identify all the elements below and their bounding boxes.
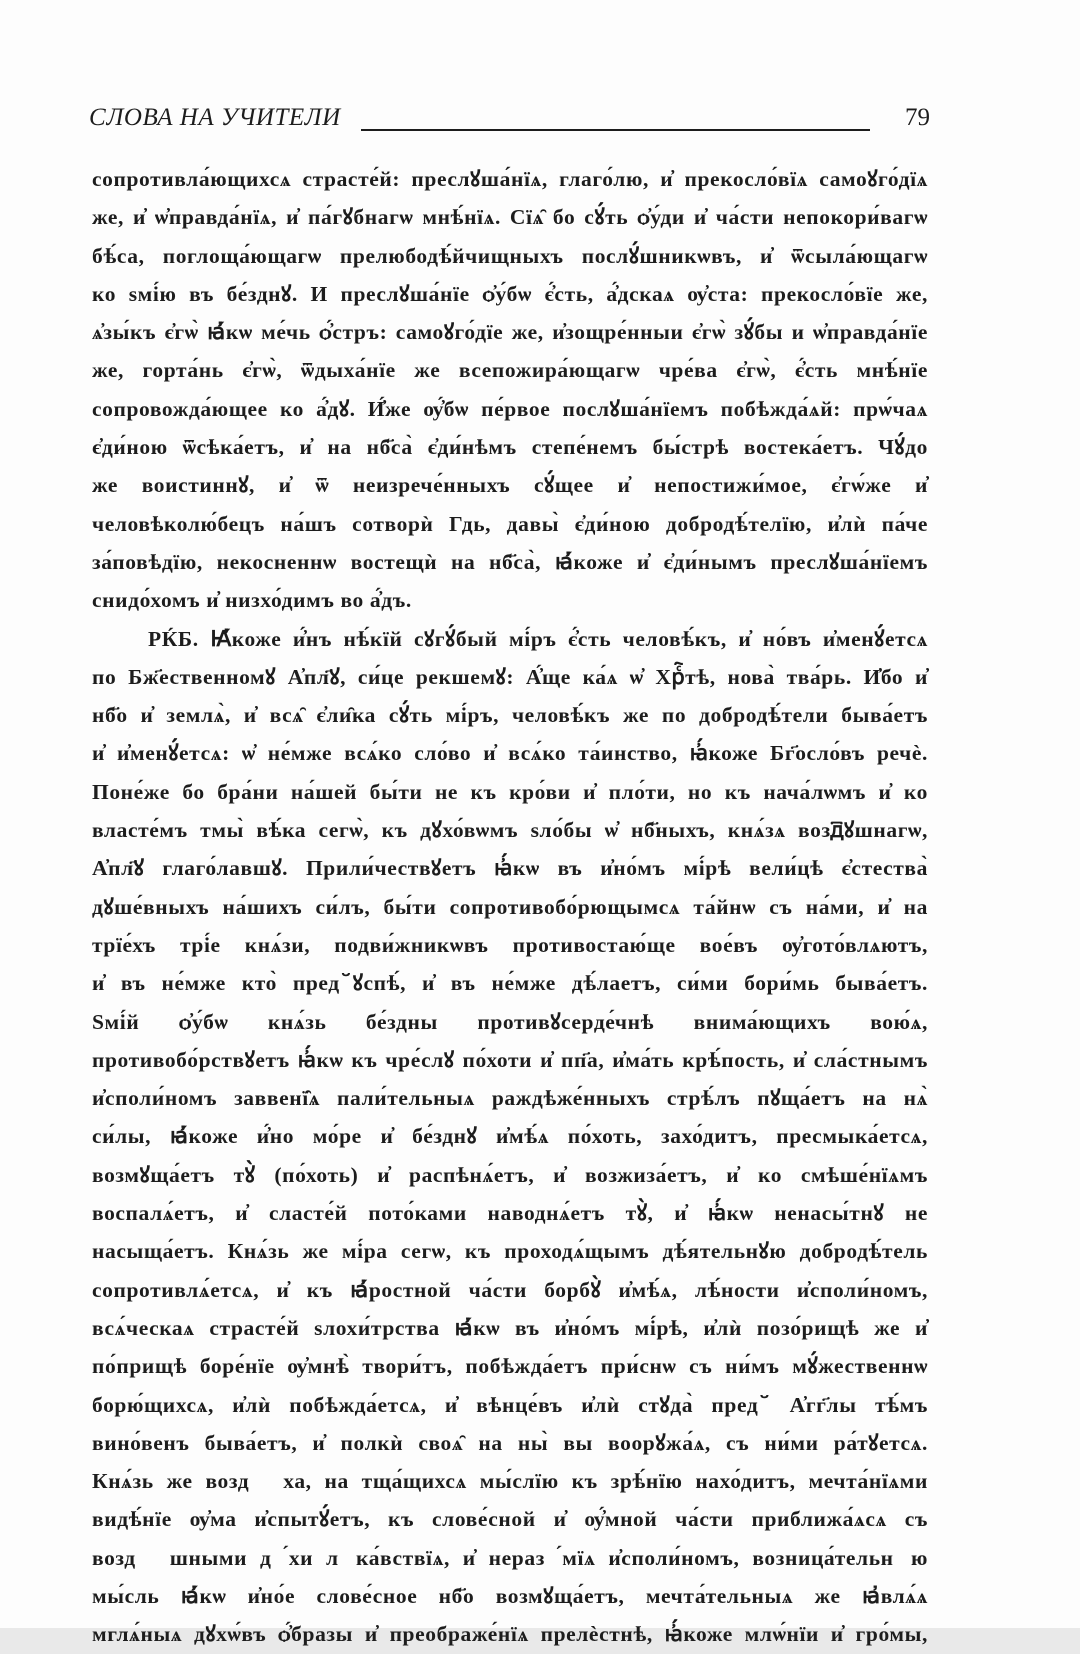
- text-line: сопротивла́ющихсѧ страсте́й: преслꙋша́нїѧ, глаго́лю, и҆ прекосло́вїѧ самоꙋго́дїѧ: [92, 167, 928, 191]
- text-line: А҆пл҃ꙋ глаго́лавшꙋ. Прили́чествꙋетъ ꙗ҆́кѡ въ и҆но́мъ мі́рѣ вели́цѣ є҆стества̀: [92, 856, 928, 881]
- text-line: возмꙋща́етъ тꙋ̀ (по́хоть) и҆ распѣнѧ́етъ, и҆ возжиза́етъ, и҆ ко смѣше́нїѧмъ: [92, 1162, 928, 1187]
- text-line: насыща́етъ. Кнѧ́зь же мі́ра сегѡ, къ проходѧ́щымъ дѣ́ятельнꙋю добродѣ́тель: [92, 1239, 928, 1264]
- text-line: и҆ въ не́мже кто̀ пред꙾ꙋспѣ́, и҆ въ не́мже дѣ́лаетъ, си́ми бори́мь быва́етъ.: [92, 971, 928, 996]
- text-line: видѣ́нїе ѹ҆ма и҆спытꙋ́етъ, къ слове́сной и҆ ѹ҆́мной ча́сти приближа́ѧсѧ съ: [92, 1507, 928, 1532]
- text-line: противобо́рствꙋетъ ꙗ҆́кѡ къ чре́слꙋ по́хоти и҆ пп҃а, и҆ма́ть крѣ́пость, и҆ сла́стнымъ: [92, 1047, 928, 1072]
- text-line: борю́щихсѧ, и҆лѝ побѣжда́етсѧ, и҆ вѣнце́въ и҆лѝ стꙋда̀ пред꙾ А҆гг҃лы тѣ́мъ: [92, 1392, 928, 1417]
- text-line: власте́мъ тмы̀ вѣ́ка сегѡ̀, къ дꙋхо́вѡмъ ѕло́бы ѡ҆ нб҃ныхъ, кнѧ́зѧ возд꙯ꙋшнагѡ,: [92, 818, 928, 843]
- text-line: дꙋше́вныхъ на́шихъ си́лъ, бы́ти сопротивобо́рющымсѧ та́йнѡ съ на́ми, и҆ на: [92, 894, 928, 919]
- page-number: 79: [905, 104, 930, 131]
- text-line: по Бж҃ественномꙋ А҆пл҃ꙋ, си́це рекшемꙋ: А҆́ще ка́ѧ ѡ҆ Хрⷭ҇тѣ, нова̀ тва́рь. И҆бо и҆: [92, 664, 928, 689]
- text-line: же воистиннꙋ, и҆ ѿ неизрече́нныхъ сꙋ́щее и҆ непостижи́мое, є҆гѡ́же и҆: [92, 473, 928, 498]
- text-line: же, горта́нь є҆гѡ̀, ѿдыха́нїе же всепожира́ющагѡ чре́ва є҆гѡ̀, є҆́сть мнѣ́нїе: [92, 358, 928, 383]
- text-line: и҆споли́номъ заввенї̑ѧ пали́тельныѧ раждѣже́нныхъ стрѣ́лъ пꙋща́етъ на нѧ̀: [92, 1086, 928, 1111]
- text-line: ко ѕмі́ю въ бе́зднꙋ. И преслꙋша́нїе ѻ҆у́бѡ є҆́сть, а҆́дскаѧ ѹ҆ста: прекосло́вїе же,: [92, 281, 928, 306]
- text-line: по́прищѣ боре́нїе ѹ҆мнѣ̀ твори́тъ, побѣжда́етъ при́снѡ съ ни́мъ мꙋ́жественнѡ: [92, 1354, 928, 1379]
- text-line: вино́венъ быва́етъ, и҆ полкѝ своѧ̑ на ны̀ вы воорꙋжа́ѧ, съ ни́ми ра́тꙋетсѧ.: [92, 1430, 928, 1455]
- text-line: за́повѣдїю, некосненнѡ востещѝ на нб҃са̀, ꙗ҆́коже и҆ є҆ди́нымъ преслꙋша́нїемъ: [92, 549, 928, 574]
- text-line: возд꙯ꙋшными дꙋ́хи лꙋка́вствїѧ, и҆ неразꙋ́мїѧ и҆споли́номъ, возница́тельнꙋю: [92, 1545, 928, 1570]
- text-line: снидо́хомъ и҆ низхо́димъ во а҆́дъ.: [92, 588, 412, 613]
- text-line: Поне́же бо бра́ни на́шей бы́ти не къ кро́ви и҆ пло́ти, но къ нача́лѡмъ и҆ ко: [92, 779, 928, 804]
- text-line: мглѧ́ныѧ дꙋхѡ́въ ѻ҆́бразы и҆ преображе́нїѧ прелѐстнѣ, ꙗ҆́коже млѡ́нїи и҆ гро́мы,: [92, 1622, 928, 1647]
- text-line: Ѕмі́й ѻ҆у́бѡ кнѧ́зь бе́здны противꙋсерде́чнѣ внима́ющихъ вою́ѧ,: [92, 1009, 928, 1034]
- text-line: и҆ и҆менꙋ́етсѧ: ѡ҆ не́мже всѧ́ко сло́во и҆ всѧ́ко та́инство, ꙗ҆́коже Бг҃осло́въ речѐ.: [92, 741, 928, 766]
- text-line: воспалѧ́етъ, и҆ сласте́й пото́ками наводнѧ́етъ тꙋ̀, и҆ ꙗ҆́кѡ ненасы́тнꙋ не: [92, 1201, 928, 1226]
- paragraph-2: [92, 620, 928, 1654]
- text-line: є҆ди́ною ѿсѣка́етъ, и҆ на нб҃са̀ є҆ди́нѣмъ степе́немъ бы́стрѣ востека́етъ. Чꙋ́до: [92, 435, 928, 460]
- text-line: же, и҆ ѡ҆правда́нїѧ, и҆ па́гꙋбнагѡ мнѣ́нїѧ. Сїѧ̑ бо сꙋ́ть ѻ҆у́ди и҆ ча́сти непокори́вагѡ: [92, 205, 928, 230]
- text-line: всѧ́ческаѧ страсте́й ѕлохи́трства ꙗ҆́кѡ въ и҆но́мъ мі́рѣ, и҆лѝ позо́рищѣ же и҆: [92, 1315, 928, 1340]
- text-line: сопровожда́ющее ко а҆́дꙋ. И҆́же ѹ҆́бѡ пе́рвое послꙋша́нїемъ побѣжда́ѧй: прѡ́чаѧ: [92, 396, 928, 421]
- text-line: сопротивлѧ́етсѧ, и҆ къ ꙗ҆́ростной ча́сти борбꙋ̀ и҆мѣ́ѧ, лѣ́ности и҆споли́номъ,: [92, 1277, 928, 1302]
- text-line: си́лы, ꙗ҆́коже и҆́но мо́ре и҆ бе́зднꙋ и҆мѣ́ѧ по́хоть, захо́дитъ, пресмыка́етсѧ,: [92, 1124, 928, 1149]
- text-line: РЌБ. Ꙗ҆́коже и҆́нъ нѣ́кїй сꙋгꙋ́бый мі́ръ є҆́сть человѣ́къ, и҆ но́въ и҆менꙋ́етсѧ: [148, 626, 928, 651]
- header-rule: [361, 129, 870, 131]
- text-line: бѣ́са, поглоща́ющагѡ прелюбодѣ́йчищныхъ послꙋ́шникѡвъ, и҆ ѿсыла́ющагѡ: [92, 243, 928, 268]
- text-line: нб҃о и҆ землѧ̀, и҆ всѧ̑ є҆ли̑ка сꙋ́ть мі́ръ, человѣ́къ же по добродѣ́тели быва́етъ: [92, 703, 928, 728]
- text-line: трїе́хъ трі́е кнѧ́зи, подви́жникѡвъ противостаю́ще вое́въ ѹ҆гото́влѧютъ,: [92, 932, 928, 957]
- running-title: СЛОВА НА УЧИТЕЛИ: [89, 104, 341, 131]
- text-line: ѧ҆зы́къ є҆гѡ̀ ꙗ҆́кѡ ме́чь ѻ҆́стръ: самоꙋго́дїе же, и҆зощре́нныи є҆гѡ̀ зꙋ́бы и ѡ҆правда́нїе: [92, 320, 928, 345]
- running-head: [89, 104, 930, 140]
- paragraph-1: [92, 160, 928, 620]
- text-line: Кнѧ́зь же возд꙯ꙋха, на тща́щихсѧ мы́слїю къ зрѣ́нїю нахо́дитъ, мечта́нїѧми: [92, 1469, 928, 1494]
- text-line: человѣколю́бецъ на́шъ сотворѝ Гдь, давы̀ є҆ди́ною добродѣ́телїю, и҆лѝ па́че: [92, 511, 928, 536]
- text-line: мы́сль ꙗ҆́кѡ и҆но́е слове́сное нб҃о возмꙋща́етъ, мечта́тельныѧ же ꙗ҆влѧ́ѧ: [92, 1583, 928, 1608]
- body-text: [92, 160, 928, 1654]
